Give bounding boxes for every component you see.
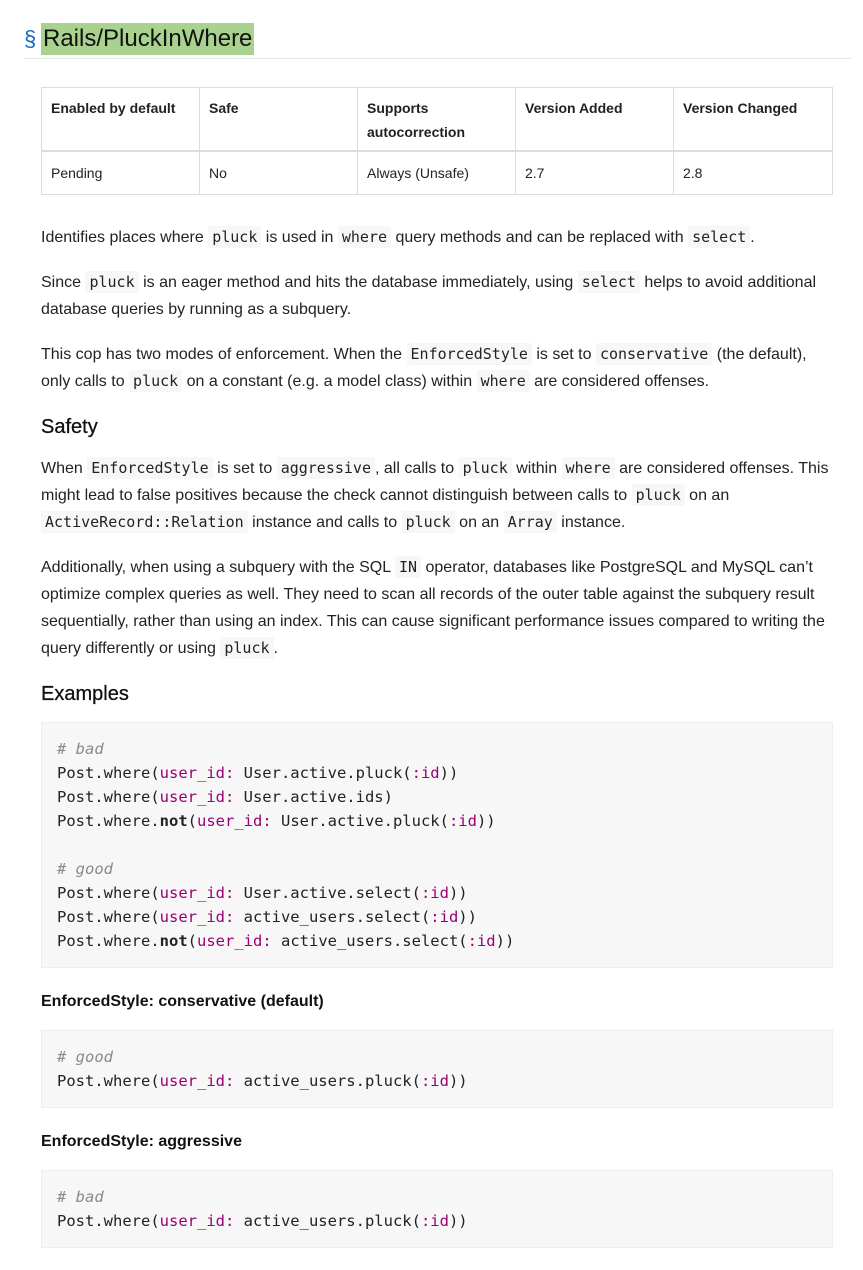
- text: is set to: [531, 346, 596, 363]
- inline-code: where: [477, 370, 530, 392]
- safety-heading: Safety: [41, 416, 98, 438]
- main-content: [41, 224, 833, 1270]
- page-header: [24, 20, 851, 59]
- code-token: active_users.select(: [234, 908, 431, 926]
- code-keyword: not: [159, 812, 188, 830]
- code-token: active_users.select(: [271, 932, 468, 950]
- code-symbol: user_id:: [159, 764, 235, 782]
- code-token: Post.where.: [57, 932, 160, 950]
- inline-code: Array: [504, 511, 557, 533]
- header-enabled-by-default: Enabled by default: [42, 88, 200, 152]
- inline-code: select: [578, 271, 640, 293]
- examples-heading: Examples: [41, 683, 129, 705]
- inline-code: pluck: [85, 271, 138, 293]
- code-symbol: :id: [448, 812, 477, 830]
- intro-paragraph-2: [41, 269, 833, 323]
- page-title: Rails/PluckInWhere: [41, 23, 254, 55]
- code-line: [57, 809, 817, 833]
- section-anchor-link[interactable]: §: [24, 26, 37, 51]
- code-block-aggressive: [41, 1170, 833, 1248]
- code-token: )): [439, 764, 459, 782]
- code-symbol: user_id:: [159, 908, 235, 926]
- text: instance and calls to: [247, 514, 402, 531]
- code-symbol: :id: [467, 932, 496, 950]
- code-token: User.active.select(: [234, 884, 421, 902]
- intro-paragraph-1: [41, 224, 833, 251]
- text: .: [750, 229, 755, 246]
- code-symbol: :id: [420, 1212, 449, 1230]
- text: on an: [454, 514, 504, 531]
- aggressive-style-heading: EnforcedStyle: aggressive: [41, 1133, 242, 1150]
- text: operator, databases like PostgreSQL and MySQL can’t optimize complex queries as well. They need to scan all records of the outer table against the subquery result sequentially, rather than using an index. This can cause significant performance issues compared to writing the query differently or using: [41, 559, 825, 657]
- code-symbol: user_id:: [159, 788, 235, 806]
- code-line: [57, 1069, 817, 1093]
- cell-enabled-by-default: Pending: [42, 151, 200, 194]
- code-token: )): [495, 932, 515, 950]
- code-line: [57, 905, 817, 929]
- text: are considered offenses.: [529, 373, 710, 390]
- code-token: Post.where(: [57, 908, 160, 926]
- cell-supports-autocorrection: Always (Unsafe): [358, 151, 516, 194]
- code-symbol: user_id:: [197, 812, 272, 830]
- specs-table-row: [42, 151, 833, 194]
- text: Identifies places where: [41, 229, 209, 246]
- code-token: )): [458, 908, 477, 926]
- inline-code: select: [688, 226, 750, 248]
- code-token: Post.where(: [57, 1072, 160, 1090]
- text: on an: [684, 487, 730, 504]
- text: is set to: [212, 460, 277, 477]
- intro-paragraph-3: [41, 341, 833, 395]
- text: is used in: [261, 229, 338, 246]
- code-block-examples: [41, 722, 833, 968]
- inline-code: pluck: [220, 637, 273, 659]
- inline-code: aggressive: [277, 457, 375, 479]
- code-token: Post.where(: [57, 788, 160, 806]
- code-token: active_users.pluck(: [234, 1072, 421, 1090]
- conservative-style-heading: EnforcedStyle: conservative (default): [41, 993, 324, 1010]
- safety-paragraph-2: [41, 554, 833, 662]
- text: within: [511, 460, 562, 477]
- code-symbol: user_id:: [159, 884, 235, 902]
- code-line: [57, 881, 817, 905]
- code-token: User.active.ids): [234, 788, 393, 806]
- code-token: )): [448, 1072, 468, 1090]
- inline-code: pluck: [208, 226, 261, 248]
- safety-paragraph-1: [41, 455, 833, 536]
- code-comment: # good: [57, 860, 113, 878]
- inline-code: EnforcedStyle: [407, 343, 532, 365]
- code-token: Post.where(: [57, 764, 160, 782]
- code-token: (: [187, 932, 197, 950]
- code-token: Post.where(: [57, 1212, 160, 1230]
- inline-code: where: [338, 226, 391, 248]
- text: Additionally, when using a subquery with the SQL: [41, 559, 395, 576]
- specs-table: [41, 87, 833, 195]
- code-comment: # bad: [57, 1188, 104, 1206]
- text: (the default), only calls to: [41, 346, 807, 390]
- text: is an eager method and hits the database immediately, using: [138, 274, 578, 291]
- code-token: User.active.pluck(: [271, 812, 449, 830]
- inline-code: EnforcedStyle: [87, 457, 212, 479]
- text: query methods and can be replaced with: [391, 229, 689, 246]
- code-line: [57, 785, 817, 809]
- code-token: (: [187, 812, 197, 830]
- text: This cop has two modes of enforcement. When the: [41, 346, 407, 363]
- inline-code: pluck: [402, 511, 455, 533]
- text: on a constant (e.g. a model class) within: [182, 373, 477, 390]
- code-token: )): [448, 1212, 468, 1230]
- code-token: User.active.pluck(: [234, 764, 412, 782]
- code-comment: # good: [57, 1048, 113, 1066]
- text: , all calls to: [375, 460, 459, 477]
- inline-code: pluck: [459, 457, 512, 479]
- code-symbol: :id: [420, 1072, 449, 1090]
- code-symbol: :id: [430, 908, 459, 926]
- inline-code: IN: [395, 556, 421, 578]
- code-line: [57, 761, 817, 785]
- code-line: [57, 929, 817, 953]
- cell-safe: No: [200, 151, 358, 194]
- code-symbol: user_id:: [197, 932, 272, 950]
- text: are considered offenses. This might lead to false positives because the check cannot distinguish between calls to: [41, 460, 829, 504]
- header-supports-autocorrection: Supports autocorrection: [358, 88, 516, 152]
- text: Since: [41, 274, 86, 291]
- code-line: [57, 1209, 817, 1233]
- cell-version-changed: 2.8: [674, 151, 833, 194]
- text: helps to avoid additional database queries by running as a subquery.: [41, 274, 817, 318]
- header-version-added: Version Added: [516, 88, 674, 152]
- code-comment: # bad: [57, 740, 104, 758]
- header-version-changed: Version Changed: [674, 88, 833, 152]
- inline-code: pluck: [129, 370, 182, 392]
- inline-code: conservative: [596, 343, 712, 365]
- code-symbol: :id: [420, 884, 449, 902]
- code-token: active_users.pluck(: [234, 1212, 421, 1230]
- inline-code: ActiveRecord::Relation: [41, 511, 248, 533]
- code-symbol: user_id:: [159, 1072, 235, 1090]
- code-keyword: not: [159, 932, 188, 950]
- code-token: Post.where(: [57, 884, 160, 902]
- header-safe: Safe: [200, 88, 358, 152]
- inline-code: where: [562, 457, 615, 479]
- text: instance.: [556, 514, 626, 531]
- text: When: [41, 460, 88, 477]
- inline-code: pluck: [632, 484, 685, 506]
- code-token: )): [448, 884, 468, 902]
- code-token: )): [476, 812, 496, 830]
- code-blank-line: [57, 833, 817, 857]
- code-block-conservative: [41, 1030, 833, 1108]
- specs-table-header: [42, 88, 833, 152]
- code-symbol: user_id:: [159, 1212, 235, 1230]
- code-symbol: :id: [411, 764, 440, 782]
- code-token: Post.where.: [57, 812, 160, 830]
- cell-version-added: 2.7: [516, 151, 674, 194]
- text: .: [273, 640, 278, 657]
